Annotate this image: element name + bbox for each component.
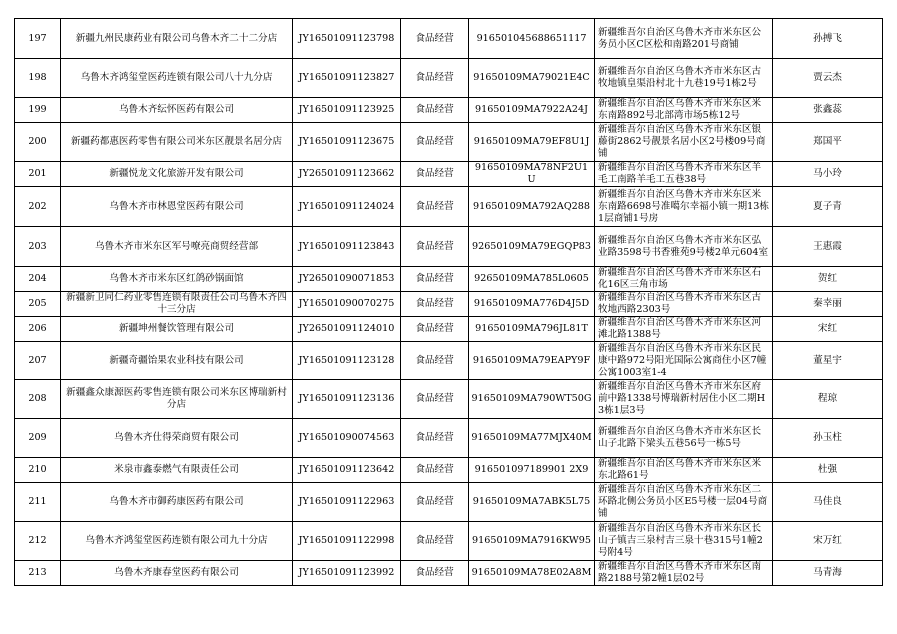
- company-name: 米泉市鑫泰燃气有限责任公司: [61, 458, 293, 483]
- credit-code: 91650109MA78E02A8M: [469, 561, 595, 586]
- table-row: [15, 187, 883, 227]
- company-name: 新疆奇疆饴果农业科技有限公司: [61, 342, 293, 380]
- credit-code: 91650109MA776D4J5D: [469, 292, 595, 317]
- license-number: JY26501091124010: [293, 317, 401, 342]
- credit-code: 91650109MA796JL81T: [469, 317, 595, 342]
- company-name: 乌鲁木齐鸿玺堂医药连锁有限公司九十分店: [61, 522, 293, 561]
- business-category: 食品经营: [401, 123, 469, 162]
- table-row: [15, 267, 883, 292]
- company-name: 新疆悦龙文化旅游开发有限公司: [61, 162, 293, 187]
- business-category: 食品经营: [401, 561, 469, 586]
- license-number: JY16501091123992: [293, 561, 401, 586]
- responsible-person: 宋万红: [773, 522, 883, 561]
- credit-code: 91650109MA78NF2U1U: [469, 162, 595, 187]
- company-name: 新疆新卫同仁药业零售连锁有限责任公司乌鲁木齐四十三分店: [61, 292, 293, 317]
- address: 新疆维吾尔自治区乌鲁木齐市米东区南路2188号第2幢1层02号: [595, 561, 773, 586]
- license-number: JY16501091122998: [293, 522, 401, 561]
- license-number: JY16501091123675: [293, 123, 401, 162]
- license-number: JY16501091123843: [293, 227, 401, 267]
- company-name: 乌鲁木齐市林恩堂医药有限公司: [61, 187, 293, 227]
- license-number: JY16501091123925: [293, 98, 401, 123]
- table-row: [15, 59, 883, 98]
- row-number: 202: [15, 187, 61, 227]
- company-name: 乌鲁木齐市米东区红鸽砂锅面馆: [61, 267, 293, 292]
- company-name: 新疆九州民康药业有限公司乌鲁木齐二十二分店: [61, 19, 293, 59]
- table-row: [15, 98, 883, 123]
- license-number: JY16501091122963: [293, 483, 401, 522]
- business-category: 食品经营: [401, 380, 469, 419]
- row-number: 207: [15, 342, 61, 380]
- license-number: JY26501090071853: [293, 267, 401, 292]
- row-number: 211: [15, 483, 61, 522]
- address: 新疆维吾尔自治区乌鲁木齐市米东区长山子镇吉三泉村吉三泉十巷315号1幢2号附4号: [595, 522, 773, 561]
- row-number: 208: [15, 380, 61, 419]
- table-row: [15, 561, 883, 586]
- license-number: JY16501091124024: [293, 187, 401, 227]
- responsible-person: 马小玲: [773, 162, 883, 187]
- address: 新疆维吾尔自治区乌鲁木齐市米东区长山子北路下梁头五巷56号一栋5号: [595, 419, 773, 458]
- row-number: 212: [15, 522, 61, 561]
- responsible-person: 贺红: [773, 267, 883, 292]
- business-category: 食品经营: [401, 342, 469, 380]
- business-category: 食品经营: [401, 59, 469, 98]
- row-number: 209: [15, 419, 61, 458]
- business-category: 食品经营: [401, 317, 469, 342]
- credit-code: 92650109MA79EGQP83: [469, 227, 595, 267]
- address: 新疆维吾尔自治区乌鲁木齐市米东区二环路北侧公务员小区E5号楼一层04号商铺: [595, 483, 773, 522]
- row-number: 203: [15, 227, 61, 267]
- row-number: 201: [15, 162, 61, 187]
- table-row: [15, 483, 883, 522]
- address: 新疆维吾尔自治区乌鲁木齐市米东区米东北路61号: [595, 458, 773, 483]
- company-name: 乌鲁木齐鸿玺堂医药连锁有限公司八十九分店: [61, 59, 293, 98]
- row-number: 205: [15, 292, 61, 317]
- company-name: 乌鲁木齐纭怀医药有限公司: [61, 98, 293, 123]
- address: 新疆维吾尔自治区乌鲁木齐市米东区羊毛工南路羊毛工五巷38号: [595, 162, 773, 187]
- table-row: [15, 458, 883, 483]
- business-category: 食品经营: [401, 98, 469, 123]
- table-row: [15, 123, 883, 162]
- table-row: [15, 380, 883, 419]
- business-category: 食品经营: [401, 227, 469, 267]
- address: 新疆维吾尔自治区乌鲁木齐市米东区银藤街2862号靓景名居小区2号楼09号商铺: [595, 123, 773, 162]
- address: 新疆维吾尔自治区乌鲁木齐市米东区府前中路1338号博瑞新村居住小区二期H3栋1层3号: [595, 380, 773, 419]
- license-number: JY16501091123798: [293, 19, 401, 59]
- table-row: [15, 419, 883, 458]
- table-body: [15, 19, 883, 586]
- company-name: 新疆坤州餐饮管理有限公司: [61, 317, 293, 342]
- business-category: 食品经营: [401, 267, 469, 292]
- row-number: 199: [15, 98, 61, 123]
- table-row: [15, 19, 883, 59]
- company-name: 新疆药都惠医药零售有限公司米东区靓景名居分店: [61, 123, 293, 162]
- address: 新疆维吾尔自治区乌鲁木齐市米东区石化16区三角市场: [595, 267, 773, 292]
- table-row: [15, 317, 883, 342]
- address: 新疆维吾尔自治区乌鲁木齐市米东区公务员小区C区松和南路201号商铺: [595, 19, 773, 59]
- company-name: 乌鲁木齐市御药康医药有限公司: [61, 483, 293, 522]
- address: 新疆维吾尔自治区乌鲁木齐市米东区古牧地西路2303号: [595, 292, 773, 317]
- credit-code: 916501045688651117: [469, 19, 595, 59]
- license-number: JY16501091123136: [293, 380, 401, 419]
- responsible-person: 贾云杰: [773, 59, 883, 98]
- address: 新疆维吾尔自治区乌鲁木齐市米东区米东南路6698号准噶尔幸福小镇一期13栋1层商铺1号房: [595, 187, 773, 227]
- responsible-person: 夏子青: [773, 187, 883, 227]
- credit-code: 91650109MA77MJX40M: [469, 419, 595, 458]
- license-number: JY16501090070275: [293, 292, 401, 317]
- business-category: 食品经营: [401, 419, 469, 458]
- responsible-person: 秦幸丽: [773, 292, 883, 317]
- business-category: 食品经营: [401, 292, 469, 317]
- row-number: 204: [15, 267, 61, 292]
- company-name: 乌鲁木齐康春堂医药有限公司: [61, 561, 293, 586]
- row-number: 197: [15, 19, 61, 59]
- business-category: 食品经营: [401, 483, 469, 522]
- table-row: [15, 227, 883, 267]
- address: 新疆维吾尔自治区乌鲁木齐市米东区米东南路892号北部湾市场5栋12号: [595, 98, 773, 123]
- address: 新疆维吾尔自治区乌鲁木齐市米东区古牧地镇皇渠沿村北十九巷19号1栋2号: [595, 59, 773, 98]
- credit-code: 916501097189901 2X9: [469, 458, 595, 483]
- responsible-person: 孙搏飞: [773, 19, 883, 59]
- address: 新疆维吾尔自治区乌鲁木齐市米东区河滩北路1388号: [595, 317, 773, 342]
- table-row: [15, 162, 883, 187]
- business-category: 食品经营: [401, 162, 469, 187]
- table-row: [15, 292, 883, 317]
- responsible-person: 杜强: [773, 458, 883, 483]
- credit-code: 91650109MA79EF8U1J: [469, 123, 595, 162]
- credit-code: 91650109MA790WT50G: [469, 380, 595, 419]
- responsible-person: 程琼: [773, 380, 883, 419]
- row-number: 213: [15, 561, 61, 586]
- credit-code: 91650109MA792AQ288: [469, 187, 595, 227]
- address: 新疆维吾尔自治区乌鲁木齐市米东区弘业路3598号书香雅苑9号楼2单元604室: [595, 227, 773, 267]
- credit-code: 92650109MA785L0605: [469, 267, 595, 292]
- license-table: [14, 18, 883, 586]
- license-number: JY16501091123827: [293, 59, 401, 98]
- business-category: 食品经营: [401, 458, 469, 483]
- license-number: JY16501091123128: [293, 342, 401, 380]
- responsible-person: 孙玉柱: [773, 419, 883, 458]
- company-name: 乌鲁木齐仕得荣商贸有限公司: [61, 419, 293, 458]
- responsible-person: 董星宇: [773, 342, 883, 380]
- company-name: 新疆鑫众康源医药零售连锁有限公司米东区博瑞新村分店: [61, 380, 293, 419]
- credit-code: 91650109MA79EAPY9F: [469, 342, 595, 380]
- license-number: JY26501091123662: [293, 162, 401, 187]
- address: 新疆维吾尔自治区乌鲁木齐市米东区民康中路972号阳光国际公寓商住小区7幢公寓1003室1-4: [595, 342, 773, 380]
- business-category: 食品经营: [401, 19, 469, 59]
- business-category: 食品经营: [401, 187, 469, 227]
- responsible-person: 郑国平: [773, 123, 883, 162]
- responsible-person: 马青海: [773, 561, 883, 586]
- credit-code: 91650109MA7916KW95: [469, 522, 595, 561]
- credit-code: 91650109MA79021E4C: [469, 59, 595, 98]
- row-number: 210: [15, 458, 61, 483]
- responsible-person: 王惠霞: [773, 227, 883, 267]
- responsible-person: 张鑫蕊: [773, 98, 883, 123]
- responsible-person: 宋红: [773, 317, 883, 342]
- table-row: [15, 522, 883, 561]
- license-number: JY16501091123642: [293, 458, 401, 483]
- company-name: 乌鲁木齐市米东区军号嘹亮商贸经营部: [61, 227, 293, 267]
- row-number: 200: [15, 123, 61, 162]
- credit-code: 91650109MA7922A24J: [469, 98, 595, 123]
- table-row: [15, 342, 883, 380]
- row-number: 198: [15, 59, 61, 98]
- responsible-person: 马佳良: [773, 483, 883, 522]
- row-number: 206: [15, 317, 61, 342]
- business-category: 食品经营: [401, 522, 469, 561]
- license-number: JY16501090074563: [293, 419, 401, 458]
- credit-code: 91650109MA7ABK5L75: [469, 483, 595, 522]
